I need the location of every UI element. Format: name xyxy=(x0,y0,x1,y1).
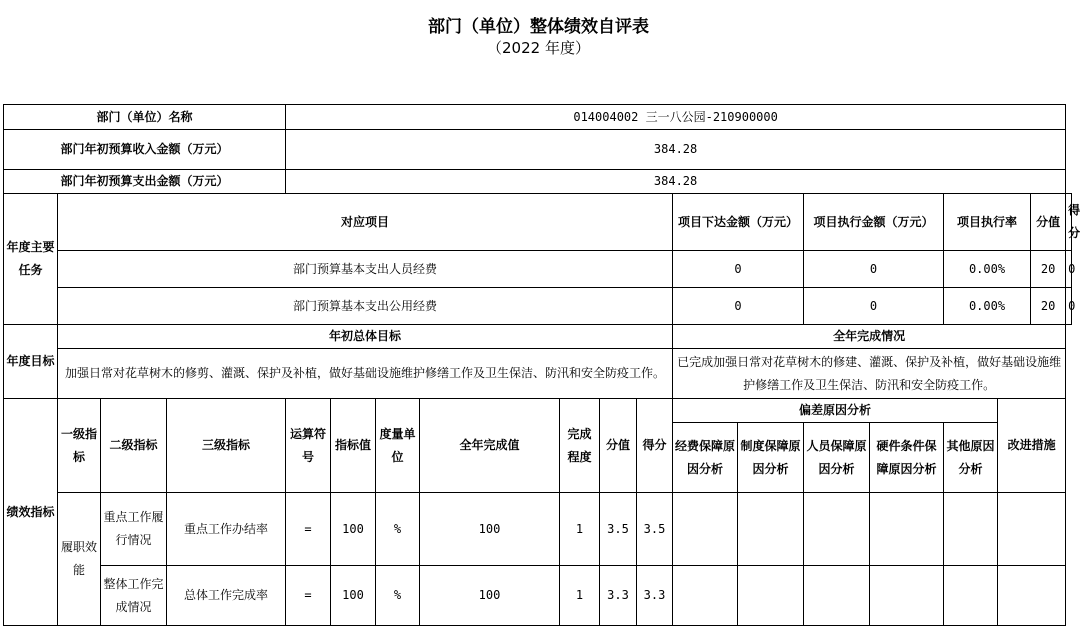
task-score-value: 20 xyxy=(1031,251,1066,288)
ind-header-level1: 一级指标 xyxy=(58,399,101,493)
ind-other-cell xyxy=(944,493,998,566)
tasks-header-score-got: 得分 xyxy=(1066,194,1072,251)
task-executed: 0 xyxy=(804,288,944,325)
task-project: 部门预算基本支出公用经费 xyxy=(58,288,673,325)
ind-header-level3: 三级指标 xyxy=(167,399,286,493)
ind-actual: 100 xyxy=(420,493,560,566)
ind-header-deviation: 偏差原因分析 xyxy=(673,399,998,423)
ind-level2: 重点工作履行情况 xyxy=(101,493,167,566)
budget-expense-label: 部门年初预算支出金额（万元） xyxy=(4,170,286,194)
task-score-got: 0 xyxy=(1066,288,1072,325)
ind-target: 100 xyxy=(331,493,376,566)
goals-section-label: 年度目标 xyxy=(4,325,58,399)
table-row xyxy=(4,493,1072,566)
ind-funding-cell xyxy=(673,566,738,626)
tasks-header-project: 对应项目 xyxy=(58,194,673,251)
budget-expense-value: 384.28 xyxy=(286,170,1066,194)
task-rate: 0.00% xyxy=(944,288,1031,325)
ind-header-operator: 运算符号 xyxy=(286,399,331,493)
ind-other-cell xyxy=(944,566,998,626)
ind-improvement-cell xyxy=(998,493,1066,566)
ind-personnel-cell xyxy=(804,566,870,626)
ind-header-system: 制度保障原因分析 xyxy=(738,423,804,493)
ind-hardware-cell xyxy=(870,493,944,566)
budget-income-value: 384.28 xyxy=(286,130,1066,170)
ind-header-other: 其他原因分析 xyxy=(944,423,998,493)
table-row xyxy=(4,251,1072,288)
task-rate: 0.00% xyxy=(944,251,1031,288)
evaluation-table xyxy=(3,104,1080,626)
ind-score-value: 3.5 xyxy=(600,493,637,566)
tasks-header-executed: 项目执行金额（万元） xyxy=(804,194,944,251)
ind-header-funding: 经费保障原因分析 xyxy=(673,423,738,493)
tasks-header-rate: 项目执行率 xyxy=(944,194,1031,251)
ind-header-score-got: 得分 xyxy=(637,399,673,493)
ind-actual: 100 xyxy=(420,566,560,626)
indicators-section-label: 绩效指标 xyxy=(4,399,58,626)
ind-operator: = xyxy=(286,493,331,566)
task-executed: 0 xyxy=(804,251,944,288)
ind-funding-cell xyxy=(673,493,738,566)
ind-header-personnel: 人员保障原因分析 xyxy=(804,423,870,493)
ind-unit: % xyxy=(376,566,420,626)
task-issued: 0 xyxy=(673,251,804,288)
tasks-header-score-value: 分值 xyxy=(1031,194,1066,251)
ind-score-got: 3.5 xyxy=(637,493,673,566)
goals-completion-text: 已完成加强日常对花草树木的修建、灌溉、保护及补植，做好基础设施维护修缮工作及卫生保洁、防汛和安全防疫工作。 xyxy=(673,349,1066,399)
ind-improvement-cell xyxy=(998,566,1066,626)
page-subtitle: （2022 年度） xyxy=(487,39,590,57)
ind-header-completion: 完成程度 xyxy=(560,399,600,493)
table-row xyxy=(4,288,1072,325)
ind-completion: 1 xyxy=(560,493,600,566)
ind-level2: 整体工作完成情况 xyxy=(101,566,167,626)
ind-system-cell xyxy=(738,493,804,566)
goals-initial-header: 年初总体目标 xyxy=(58,325,673,349)
task-score-value: 20 xyxy=(1031,288,1066,325)
ind-header-unit: 度量单位 xyxy=(376,399,420,493)
tasks-section-label: 年度主要任务 xyxy=(4,194,58,325)
ind-system-cell xyxy=(738,566,804,626)
page-title: 部门（单位）整体绩效自评表 xyxy=(428,17,649,37)
table-row xyxy=(4,566,1072,626)
ind-hardware-cell xyxy=(870,566,944,626)
task-project: 部门预算基本支出人员经费 xyxy=(58,251,673,288)
ind-score-got: 3.3 xyxy=(637,566,673,626)
ind-header-level2: 二级指标 xyxy=(101,399,167,493)
task-score-got: 0 xyxy=(1066,251,1072,288)
goals-initial-text: 加强日常对花草树木的修剪、灌溉、保护及补植，做好基础设施维护修缮工作及卫生保洁、防汛和安全防疫工作。 xyxy=(58,349,673,399)
ind-operator: = xyxy=(286,566,331,626)
ind-unit: % xyxy=(376,493,420,566)
ind-level3: 重点工作办结率 xyxy=(167,493,286,566)
ind-personnel-cell xyxy=(804,493,870,566)
ind-level3: 总体工作完成率 xyxy=(167,566,286,626)
ind-completion: 1 xyxy=(560,566,600,626)
ind-level1: 履职效能 xyxy=(58,493,101,626)
ind-score-value: 3.3 xyxy=(600,566,637,626)
goals-completion-header: 全年完成情况 xyxy=(673,325,1066,349)
ind-header-score-value: 分值 xyxy=(600,399,637,493)
ind-header-target: 指标值 xyxy=(331,399,376,493)
ind-header-actual: 全年完成值 xyxy=(420,399,560,493)
ind-target: 100 xyxy=(331,566,376,626)
tasks-header-issued: 项目下达金额（万元） xyxy=(673,194,804,251)
ind-header-hardware: 硬件条件保障原因分析 xyxy=(870,423,944,493)
ind-header-improvement: 改进措施 xyxy=(998,399,1066,493)
dept-name-label: 部门（单位）名称 xyxy=(4,105,286,130)
dept-name-value: 014004002 三一八公园-210900000 xyxy=(286,105,1066,130)
task-issued: 0 xyxy=(673,288,804,325)
budget-income-label: 部门年初预算收入金额（万元） xyxy=(4,130,286,170)
